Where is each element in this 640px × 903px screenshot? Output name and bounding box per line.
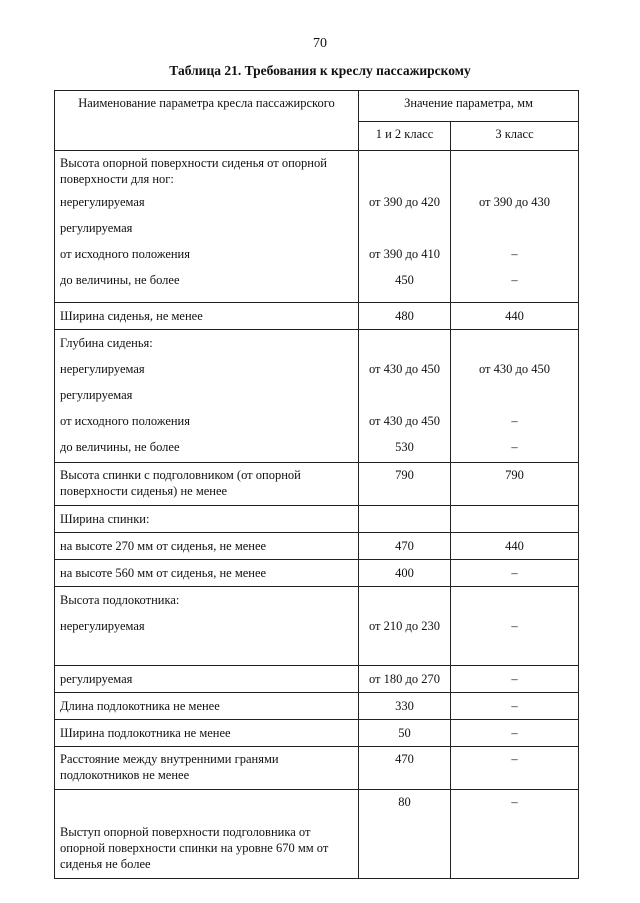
seat-depth-title: Глубина сиденья: [60,336,153,350]
seat-height-c12 [359,151,451,303]
value-cell: от 430 до 450 [368,362,441,376]
requirements-table [54,90,579,879]
value-cell: 790 [359,463,451,506]
armrest-height-title: Высота подлокотника: [60,593,180,607]
table-row [55,303,579,330]
seat-height-adj: регулируемая [60,221,133,235]
value-cell: от 180 до 270 [359,666,451,693]
value-cell: 440 [451,303,579,330]
seat-height-cell [55,151,359,303]
value-cell: 440 [451,533,579,560]
value-cell: – [451,666,579,693]
value-cell: – [511,414,518,428]
table-row [55,533,579,560]
table-row [55,693,579,720]
value-cell: 530 [395,440,414,454]
seat-depth-adj: регулируемая [60,388,133,402]
page-number: 70 [313,36,327,51]
header-value-group: Значение параметра, мм [359,91,579,122]
value-cell: 470 [359,747,451,790]
table-row [55,720,579,747]
header-class3: 3 класс [451,122,579,151]
seat-width-label: Ширина сиденья, не менее [55,303,359,330]
value-cell: – [511,273,518,287]
back-width-270: на высоте 270 мм от сиденья, не менее [55,533,359,560]
value-cell: от 430 до 450 [478,362,551,376]
back-width-title: Ширина спинки: [55,506,359,533]
value-cell: от 390 до 420 [368,195,441,209]
seat-depth-c3 [451,330,579,463]
value-cell: 400 [359,560,451,587]
table-row [55,747,579,790]
armrest-height-c12 [359,587,451,666]
seat-depth-from-initial: от исходного положения [60,414,190,428]
header-row-1 [55,91,579,122]
table-row [55,587,579,666]
value-cell: 80 [359,790,451,879]
back-width-560: на высоте 560 мм от сиденья, не менее [55,560,359,587]
value-cell: 330 [359,693,451,720]
value-cell: – [511,619,518,633]
seat-depth-nonadj: нерегулируемая [60,362,145,376]
value-cell: 450 [395,273,414,287]
value-cell: от 390 до 430 [478,195,551,209]
seat-height-title: Высота опорной поверхности сиденья от опорной поверхности для ног: [60,156,327,186]
value-cell: 790 [451,463,579,506]
seat-height-max: до величины, не более [60,273,180,287]
value-cell: – [451,560,579,587]
seat-depth-max: до величины, не более [60,440,180,454]
table-row [55,151,579,303]
table-row [55,560,579,587]
value-cell: от 390 до 410 [368,247,441,261]
armrest-height-c3 [451,587,579,666]
table-title: Таблица 21. Требования к креслу пассажирскому [169,63,471,78]
seat-height-from-initial: от исходного положения [60,247,190,261]
header-param-name: Наименование параметра кресла пассажирского [55,91,359,151]
table-row [55,463,579,506]
seat-height-nonadj: нерегулируемая [60,195,145,209]
value-cell: 480 [359,303,451,330]
armrest-height-nonadj: нерегулируемая [60,619,145,633]
armrest-length-label: Длина подлокотника не менее [55,693,359,720]
value-cell: от 430 до 450 [368,414,441,428]
value-cell: – [451,720,579,747]
value-cell: от 210 до 230 [368,619,441,633]
seat-depth-cell [55,330,359,463]
value-cell: – [451,747,579,790]
value-cell: 50 [359,720,451,747]
armrest-height-cell [55,587,359,666]
back-height-label: Высота спинки с подголовником (от опорной поверхности сиденья) не менее [55,463,359,506]
value-cell: – [451,790,579,879]
table-row [55,790,579,879]
value-cell: – [511,247,518,261]
seat-depth-c12 [359,330,451,463]
armrest-width-label: Ширина подлокотника не менее [55,720,359,747]
seat-height-c3 [451,151,579,303]
table-row [55,330,579,463]
value-cell: – [511,440,518,454]
header-class12: 1 и 2 класс [359,122,451,151]
table-row [55,506,579,533]
value-cell: – [451,693,579,720]
value-cell: 470 [359,533,451,560]
armrest-height-adj: регулируемая [55,666,359,693]
headrest-label: Выступ опорной поверхности подголовника от опорной поверхности спинки на уровне 670 мм от сиденья не более [55,790,359,879]
table-row [55,666,579,693]
armrest-distance-label: Расстояние между внутренними гранями подлокотников не менее [55,747,359,790]
